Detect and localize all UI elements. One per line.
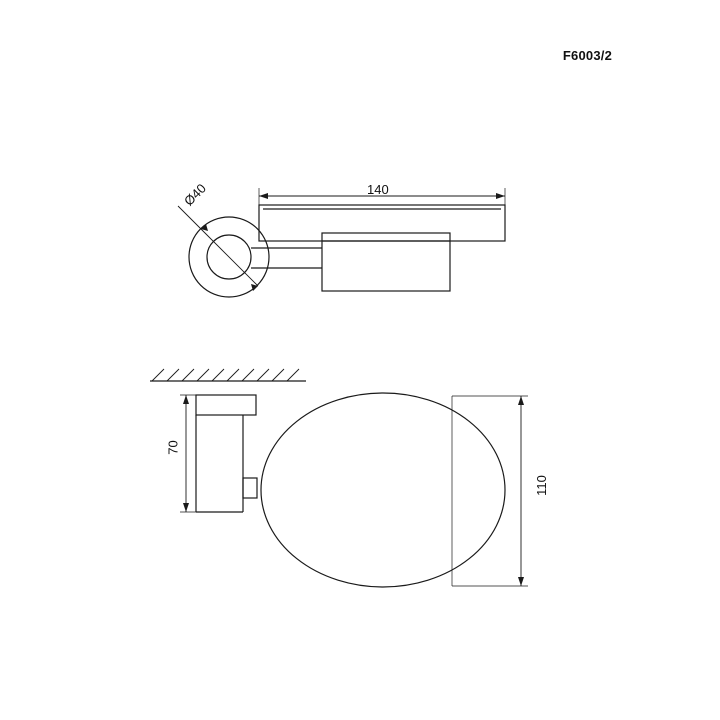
side-view-dish-ellipse (261, 393, 505, 587)
part-code-label: F6003/2 (562, 48, 612, 63)
top-view-dish-body (322, 233, 450, 291)
side-view-wall-plate (196, 395, 256, 415)
wall-hatching (152, 369, 299, 381)
dimension-140-arrow-left (259, 193, 268, 199)
dimension-70-arrow-bottom (183, 503, 189, 512)
dimension-140-arrow-right (496, 193, 505, 199)
top-view-dish-outline (259, 205, 505, 241)
dimension-110-arrow-top (518, 396, 524, 405)
dimension-diameter-label: Ø40 (181, 180, 209, 209)
dimension-width-label: 140 (367, 182, 389, 197)
top-view-group (178, 188, 505, 297)
side-view-connector (243, 478, 257, 498)
dimension-projection-label (166, 440, 180, 455)
side-view-group (150, 369, 528, 587)
dimension-70-arrow-top (183, 395, 189, 404)
dimension-height-text: 110 (533, 475, 549, 496)
dimension-projection-text: 70 (165, 440, 181, 455)
diameter-leader-line (201, 229, 258, 286)
dimension-height-label (531, 475, 552, 496)
diameter-leader-extension (178, 206, 201, 229)
dimension-110-arrow-bottom (518, 577, 524, 586)
